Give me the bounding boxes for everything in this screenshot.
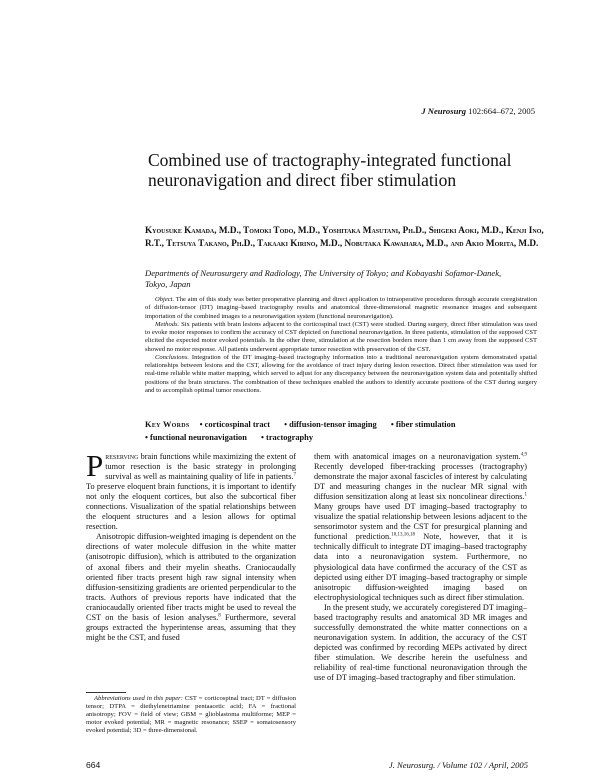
- page-number: 664: [86, 760, 101, 770]
- keyword-item: • fiber stimulation: [390, 420, 456, 429]
- abbreviations-label: Abbreviations used in this paper:: [94, 695, 183, 702]
- body-paragraph: Preserving brain functions while maximizing the extent of tumor resection is the basic strategy in prolonging survival as well as maintaining quality of life in patients.$^7$ To preserve eloquent brain functions, it is important to identify not only the eloquent cortices, but also the subcortical fiber connections. Visualization of the spatial relationships between the eloquent structures and a lesion allows for optimal resection.: [86, 448, 296, 532]
- drop-cap: P: [86, 448, 104, 483]
- keywords: [145, 419, 537, 444]
- object-text: The aim of this study was better preoperative planning and direct application to intraoperative procedures through accurate coregistration of diffusion-tensor (DT) imaging–based tractography results and anatomical three-dimensional magnetic resonance images and subsequent importation of the combined images to a neuronavigation system (functional neuronavigation).: [145, 296, 537, 320]
- keyword-item: • diffusion-tensor imaging: [284, 420, 377, 429]
- abstract-object: [145, 296, 537, 321]
- conclusions-text: Integration of the DT imaging–based tractography information into a traditional neuronavigation system demonstrated spatial relationships between lesions and the CST, allowing for the avoidance of tract injury during lesion resection. Direct fiber stimulation was used for real-time reliable white matter mapping, which served to adjust for any discrepancy between the neuronavigation system data and potentially shifted positions of the brain structures. The combination of these techniques enabled the authors to identify accurate positions of the CST during surgery and to accomplish optimal tumor resections.: [145, 353, 538, 394]
- body-column-left: [86, 448, 296, 643]
- abbreviations-footnote: [86, 695, 296, 735]
- journal-reference: [421, 106, 535, 116]
- conclusions-label: Conclusions.: [155, 353, 190, 361]
- keyword-item: • corticospinal tract: [199, 420, 271, 429]
- methods-label: Methods.: [155, 320, 180, 328]
- keyword-item: • tractography: [261, 432, 314, 442]
- journal-name: J Neurosurg: [421, 106, 466, 116]
- footnote-divider: [86, 692, 126, 693]
- abstract-methods: [145, 321, 537, 354]
- volume-pages: 102:664–672, 2005: [468, 106, 535, 116]
- affiliation: Departments of Neurosurgery and Radiology, The University of Tokyo; and Kobayashi Sofamor-Danek, Tokyo, Japan: [145, 268, 502, 289]
- keywords-label: Key Words: [145, 420, 190, 429]
- footer-journal: J. Neurosurg. / Volume 102 / April, 2005: [388, 760, 528, 770]
- abbreviations-text: CST = corticospinal tract; DT = diffusion tensor; DTPA = diethylenetriamine pentaacetic acid; FA = fractional anisotropy; FOV = field of view; GBM = glioblastoma multiforme; MEP = motor evoked potential; MR = magnetic resonance; SSEP = somatosensory evoked potential; 3D = three-dimensional.: [86, 695, 296, 735]
- abstract: [145, 296, 537, 395]
- author-list: Kyousuke Kamada, M.D., Tomoki Todo, M.D., Yoshitaka Masutani, Ph.D., Shigeki Aoki, M.D., Kenji Ino, R.T., Tetsuya Takano, Ph.D., Takaaki Kirino, M.D., Nobutaka Kawahara, M.D., and Akio Morita, M.D.: [145, 225, 544, 248]
- abstract-conclusions: [145, 354, 537, 395]
- object-label: Object.: [155, 296, 175, 303]
- body-paragraph: In the present study, we accurately coregistered DT imaging–based tractography results and anatomical 3D MR images and successfully demonstrated the white matter connections on a neuronavigation system. In addition, the accuracy of the CST depicted was confirmed by recording MEPs activated by direct fiber stimulation. We describe herein the usefulness and reliability of real-time functional neuronavigation through the use of DT imaging–based tractography and fiber stimulation.: [314, 602, 527, 683]
- keyword-item: • functional neuronavigation: [145, 432, 247, 442]
- article-title: Combined use of tractography-integrated functional neuronavigation and direct fiber stimulation: [148, 150, 512, 190]
- body-paragraph: Anisotropic diffusion-weighted imaging is dependent on the directions of water molecule diffusion in the white matter (anisotropic diffusion), which is attributed to the organization of axonal fibers and their myelin sheaths. Craniocaudally oriented fiber tracts present high raw signal intensity when diffusion-sensitizing gradients are oriented perpendicular to the tracts. Authors of previous reports have indicated that the craniocaudally oriented fiber tracts might be used to reveal the CST on the basis of lesion analyses.$^8$ Furthermore, several groups extracted the hyperintense areas, assuming that they might be the CST, and fused: [86, 532, 296, 642]
- body-column-right: [314, 452, 527, 683]
- body-paragraph: them with anatomical images on a neuronavigation system.$^{4,9}$ Recently developed fiber-tracking processes (tractography) demonstrate the major axonal fascicles of interest by calculating DT and measuring changes in the nuclear MR signal with diffusion sensitization along at least six noncolinear directions.$^1$ Many groups have used DT imaging–based tractography to visualize the spatial relationship between lesions adjacent to the sensorimotor system and the CST for presurgical planning and functional prediction.$^{10,13,16,18}$ Note, however, that it is technically difficult to integrate DT imaging–based tractography data into a neuronavigation system. Furthermore, no physiological data have confirmed the accuracy of the CST as depicted using either DT imaging–based tractography or simple anisotropic diffusion-weighted imaging based on electrophysiological techniques such as direct fiber stimulation.: [314, 452, 527, 602]
- methods-text: Six patients with brain lesions adjacent to the corticospinal tract (CST) were studied. During surgery, direct fiber stimulation was used to evoke motor responses to confirm the accuracy of CST depicted on functional neuronavigation. In three patients, stimulation of the supposed CST elicited the expected motor evoked potentials. In the other three, stimulation at the resection borders more than 1 cm away from the supposed CST showed no motor response. All patients underwent appropriate tumor resection with preservation of the CST.: [145, 320, 537, 353]
